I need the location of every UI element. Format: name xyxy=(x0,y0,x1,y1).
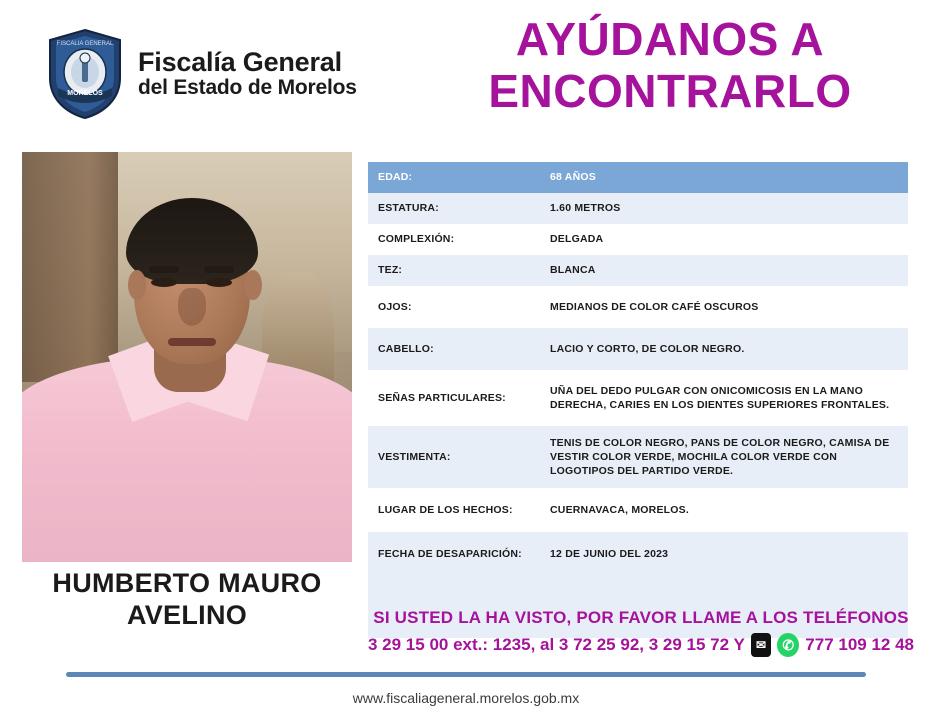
contact-numbers xyxy=(368,633,914,657)
poster-headline: AYÚDANOS A ENCONTRARLO xyxy=(488,13,852,117)
table-cell-value: 68 AÑOS xyxy=(540,162,908,193)
table-row xyxy=(368,255,908,286)
table-cell-value: UÑA DEL DEDO PULGAR CON ONICOMICOSIS EN LA MANO DERECHA, CARIES EN LOS DIENTES SUPERIORES FRONTALES. xyxy=(540,370,908,426)
table-cell-value: LACIO Y CORTO, DE COLOR NEGRO. xyxy=(540,328,908,370)
sms-icon: ✉ xyxy=(751,633,771,657)
website-url: www.fiscaliageneral.morelos.gob.mx xyxy=(352,690,580,706)
table-cell-value: CUERNAVACA, MORELOS. xyxy=(540,488,908,532)
footer-divider xyxy=(66,672,866,677)
table-cell-label: ESTATURA: xyxy=(368,193,540,224)
table-cell-label: OJOS: xyxy=(368,286,540,328)
svg-text:FISCALIA GENERAL: FISCALIA GENERAL xyxy=(56,41,114,47)
organization-name-line1: Fiscalía General xyxy=(138,47,342,78)
table-cell-label: TEZ: xyxy=(368,255,540,286)
table-cell-label: VESTIMENTA: xyxy=(368,426,540,488)
table-cell-value: 1.60 METROS xyxy=(540,193,908,224)
table-row xyxy=(368,162,908,193)
table-cell-label: LUGAR DE LOS HECHOS: xyxy=(368,488,540,532)
table-row xyxy=(368,328,908,370)
whatsapp-number: 777 109 12 48 xyxy=(805,635,914,654)
table-row xyxy=(368,370,908,426)
table-row xyxy=(368,286,908,328)
table-cell-value: 12 DE JUNIO DEL 2023 xyxy=(540,532,908,576)
whatsapp-icon: ✆ xyxy=(777,633,799,657)
person-photo xyxy=(22,152,352,562)
table-row xyxy=(368,224,908,255)
organization-name-line2: del Estado de Morelos xyxy=(138,76,357,100)
person-details-table xyxy=(368,162,908,638)
table-cell-value: DELGADA xyxy=(540,224,908,255)
organization-logo-block xyxy=(46,28,357,120)
svg-text:MORELOS: MORELOS xyxy=(67,90,103,97)
contact-instruction: SI USTED LA HA VISTO, POR FAVOR LLAME A LOS TELÉFONOS xyxy=(373,608,909,627)
table-row xyxy=(368,532,908,576)
table-cell-label: FECHA DE DESAPARICIÓN: xyxy=(368,532,540,576)
person-name: HUMBERTO MAURO AVELINO xyxy=(52,568,322,630)
table-cell-label: CABELLO: xyxy=(368,328,540,370)
fge-shield-icon xyxy=(46,28,124,120)
person-photo-illustration xyxy=(22,152,352,562)
table-cell-label: SEÑAS PARTICULARES: xyxy=(368,370,540,426)
table-row xyxy=(368,488,908,532)
table-row xyxy=(368,426,908,488)
table-cell-value: BLANCA xyxy=(540,255,908,286)
table-cell-label: COMPLEXIÓN: xyxy=(368,224,540,255)
organization-name xyxy=(138,48,357,100)
table-row xyxy=(368,193,908,224)
phone-numbers-text: 3 29 15 00 ext.: 1235, al 3 72 25 92, 3 29 15 72 Y xyxy=(368,635,745,654)
poster-header xyxy=(0,0,932,148)
table-cell-value: TENIS DE COLOR NEGRO, PANS DE COLOR NEGRO, CAMISA DE VESTIR COLOR VERDE, MOCHILA COLOR VERDE CON LOGOTIPOS DEL PARTIDO VERDE. xyxy=(540,426,908,488)
contact-block xyxy=(368,608,914,657)
table-cell-label: EDAD: xyxy=(368,162,540,193)
table-cell-value: MEDIANOS DE COLOR CAFÉ OSCUROS xyxy=(540,286,908,328)
